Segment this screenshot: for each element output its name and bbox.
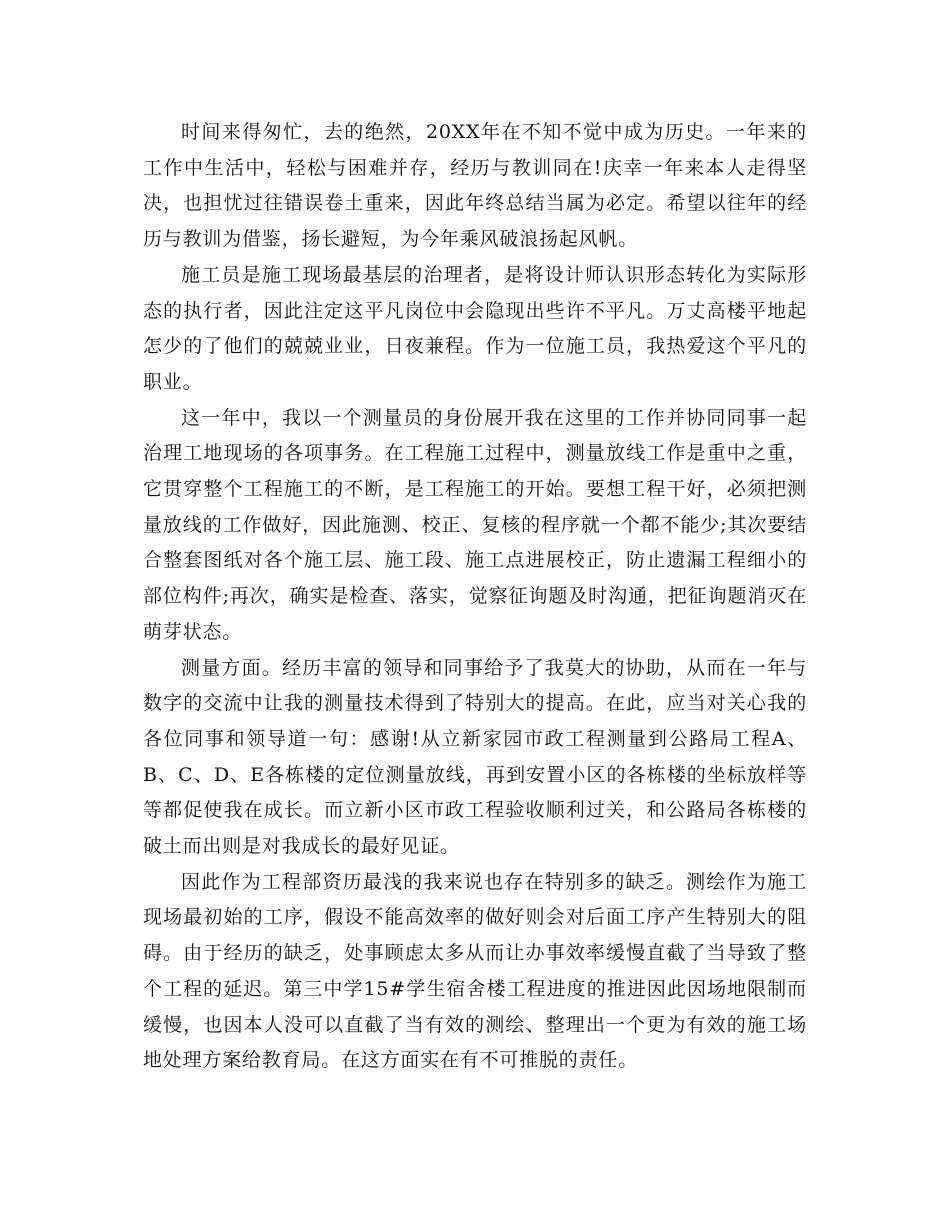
paragraph-intro: 时间来得匆忙，去的绝然，20XX年在不知不觉中成为历史。一年来的工作中生活中，轻松与困难并存，经历与教训同在!庆幸一年来本人走得坚决，也担忧过往错误卷土重来，因此年终总结当属为必定。希望以往年的经历与教训为借鉴，扬长避短，为今年乘风破浪扬起风帆。 [143, 121, 807, 251]
paragraph-measurement: 测量方面。经历丰富的领导和同事给予了我莫大的协助，从而在一年与数字的交流中让我的测量技术得到了特别大的提高。在此，应当对关心我的各位同事和领导道一句：感谢!从立新家园市政工程测量到公路局工程A、B、C、D、E各栋楼的定位测量放线，再到安置小区的各栋楼的坐标放样等等都促使我在成长。而立新小区市政工程验收顺利过关，和公路局各栋楼的破土而出则是对我成长的最好见证。 [143, 656, 807, 858]
paragraph-role: 施工员是施工现场最基层的治理者，是将设计师认识形态转化为实际形态的执行者，因此注定这平凡岗位中会隐现出些许不平凡。万丈高楼平地起怎少的了他们的兢兢业业，日夜兼程。作为一位施工员，我热爱这个平凡的职业。 [143, 263, 807, 393]
document-body [143, 115, 807, 1079]
paragraph-shortcomings: 因此作为工程部资历最浅的我来说也存在特别多的缺乏。测绘作为施工现场最初始的工序，假设不能高效率的做好则会对后面工序产生特别大的阻碍。由于经历的缺乏，处事顾虑太多从而让办事效率缓慢直截了当导致了整个工程的延迟。第三中学15#学生宿舍楼工程进度的推进因此因场地限制而缓慢，也因本人没可以直截了当有效的测绘、整理出一个更为有效的施工场地处理方案给教育局。在这方面实在有不可推脱的责任。 [143, 870, 807, 1072]
paragraph-work: 这一年中，我以一个测量员的身份展开我在这里的工作并协同同事一起治理工地现场的各项事务。在工程施工过程中，测量放线工作是重中之重，它贯穿整个工程施工的不断，是工程施工的开始。要想工程干好，必须把测量放线的工作做好，因此施测、校正、复核的程序就一个都不能少;其次要结合整套图纸对各个施工层、施工段、施工点进展校正，防止遗漏工程细小的部位构件;再次，确实是检查、落实，觉察征询题及时沟通，把征询题消灭在萌芽状态。 [143, 406, 807, 643]
